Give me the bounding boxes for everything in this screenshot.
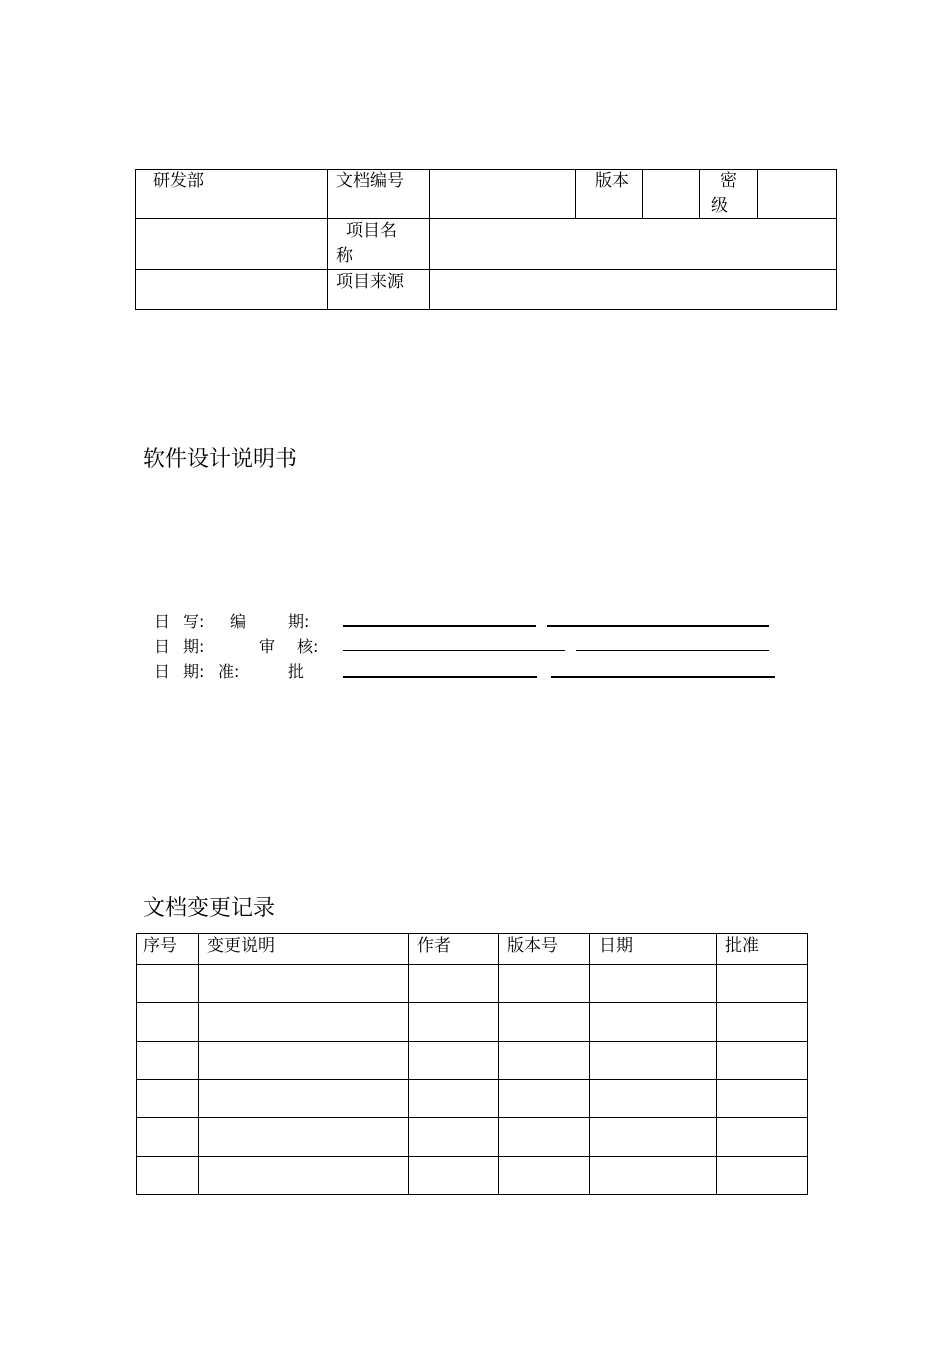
table-border [136,1194,808,1195]
table-border [198,933,199,1195]
table-border [135,309,837,310]
table-border [136,1002,808,1003]
sig-text: 期: [183,662,205,681]
table-border [589,933,590,1195]
project-name-label: 项目名 [346,221,397,241]
table-border [716,933,717,1195]
sig-text: 编 [230,612,247,631]
table-border [136,1156,808,1157]
signature-line[interactable] [343,650,565,651]
column-header-change-desc: 变更说明 [207,936,275,956]
column-header-approval: 批准 [725,936,759,956]
secret-level-label: 密 [720,171,737,191]
signature-line[interactable] [343,625,536,627]
table-border [757,169,758,219]
table-border [135,169,136,310]
table-border [642,169,643,219]
sig-text: 写: [183,612,205,631]
sig-text: 准: [218,662,240,681]
sig-text: 日 [154,612,171,631]
table-border [327,169,328,310]
signature-line[interactable] [551,676,775,678]
project-name-label: 称 [336,246,353,266]
table-border [836,169,837,310]
column-header-author: 作者 [417,936,451,956]
table-border [135,218,837,219]
table-border [136,1041,808,1042]
table-border [136,1117,808,1118]
column-header-date: 日期 [599,936,633,956]
table-border [429,169,430,310]
table-border [575,169,576,219]
change-log-title: 文档变更记录 [143,896,276,921]
table-border [136,933,137,1195]
table-border [807,933,808,1195]
doc-no-label: 文档编号 [336,171,404,191]
version-label: 版本 [595,171,629,191]
project-source-label: 项目来源 [336,272,404,292]
document-title: 软件设计说明书 [143,447,298,472]
sig-text: 核: [297,637,319,656]
column-header-seq: 序号 [143,936,177,956]
sig-text: 期: [183,637,205,656]
dept-label: 研发部 [153,171,204,191]
sig-text: 期: [288,612,310,631]
table-border [699,169,700,219]
signature-line[interactable] [343,676,537,678]
secret-level-label: 级 [711,196,728,216]
sig-text: 审 [259,637,276,656]
sig-text: 日 [154,662,171,681]
signature-line[interactable] [547,625,769,627]
sig-text: 日 [154,637,171,656]
column-header-version: 版本号 [507,936,558,956]
table-border [135,269,837,270]
signature-line[interactable] [576,650,769,651]
table-border [136,1079,808,1080]
sig-text: 批 [288,662,305,681]
table-border [136,964,808,965]
table-border [408,933,409,1195]
table-border [498,933,499,1195]
